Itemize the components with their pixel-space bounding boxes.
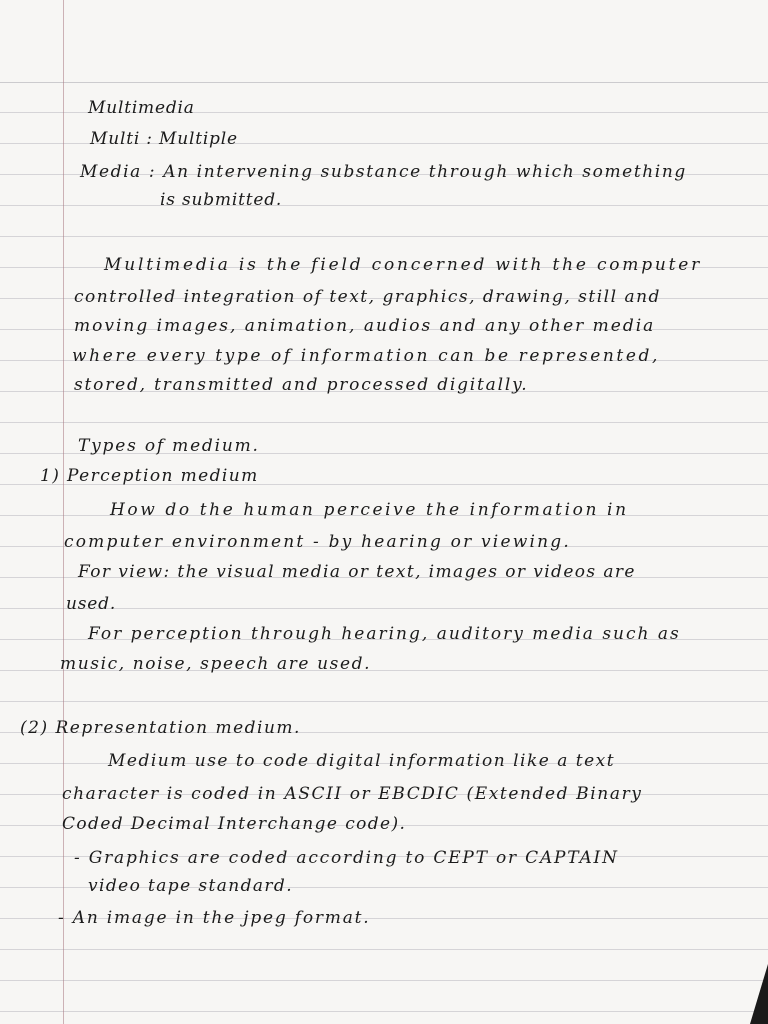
perception-line: used.: [66, 594, 117, 614]
perception-line: music, noise, speech are used.: [60, 654, 372, 674]
definition-multi: Multi : Multiple: [90, 129, 238, 149]
paragraph-line: controlled integration of text, graphics, drawing, still and: [74, 287, 661, 307]
page-title: Multimedia: [88, 98, 195, 118]
representation-line: - Graphics are coded according to CEPT or CAPTAIN: [74, 848, 619, 868]
page-header-area: [0, 0, 768, 83]
perception-heading: 1) Perception medium: [40, 466, 259, 486]
definition-media-line1: Media : An intervening substance through which something: [80, 162, 687, 182]
margin-line: [63, 0, 64, 1024]
representation-line: video tape standard.: [88, 876, 294, 896]
definition-media-line2: is submitted.: [160, 190, 283, 210]
perception-line: computer environment - by hearing or viewing.: [64, 532, 571, 552]
representation-line: Coded Decimal Interchange code).: [62, 814, 407, 834]
types-heading: Types of medium.: [78, 436, 260, 456]
paragraph-line: stored, transmitted and processed digitally.: [74, 375, 529, 395]
paragraph-line: where every type of information can be represented,: [72, 346, 660, 366]
perception-line: How do the human perceive the information in: [110, 500, 629, 520]
paragraph-line: moving images, animation, audios and any other media: [74, 316, 656, 336]
perception-line: For view: the visual media or text, images or videos are: [78, 562, 636, 582]
page-corner-shadow: [750, 964, 768, 1024]
representation-line: - An image in the jpeg format.: [58, 908, 371, 928]
paragraph-line: Multimedia is the field concerned with the computer: [104, 255, 703, 275]
representation-line: character is coded in ASCII or EBCDIC (Extended Binary: [62, 784, 643, 804]
representation-heading: (2) Representation medium.: [20, 718, 301, 738]
perception-line: For perception through hearing, auditory media such as: [88, 624, 681, 644]
representation-line: Medium use to code digital information like a text: [108, 751, 616, 771]
